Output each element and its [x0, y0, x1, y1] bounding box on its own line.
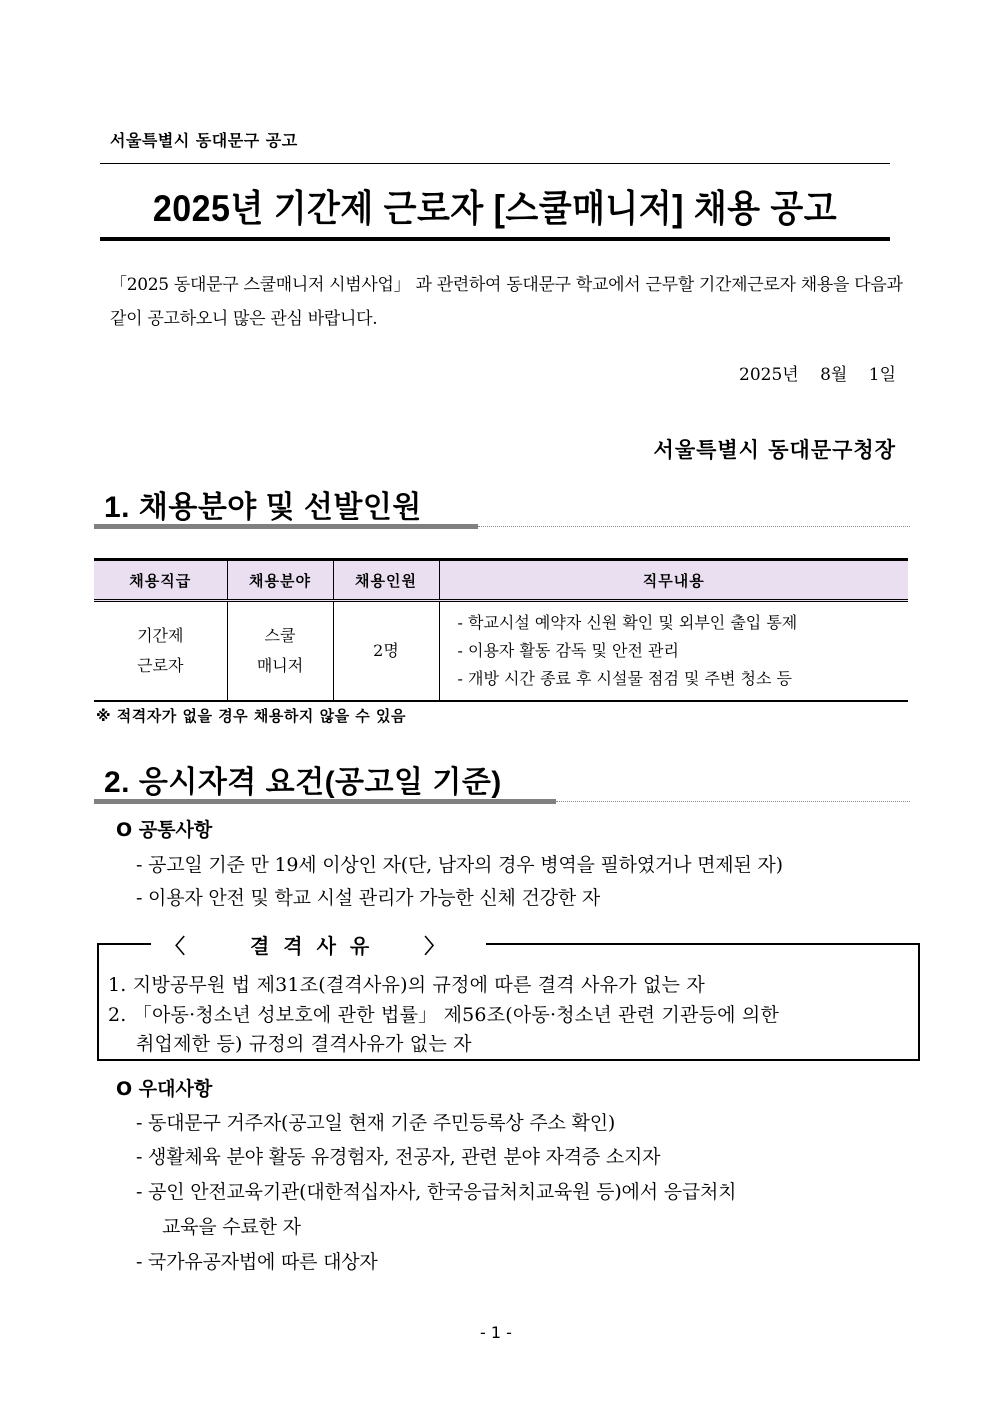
page-number: - 1 - — [480, 1323, 512, 1342]
cell-grade — [94, 601, 227, 702]
col-header-duties: 직무내용 — [439, 560, 908, 601]
duty-item: - 학교시설 예약자 신원 확인 및 외부인 출입 통제 — [457, 613, 798, 632]
disqualification-item: 2. 「아동·청소년 성보호에 관한 법률」 제56조(아동·청소년 관련 기관등에 의한 — [108, 1004, 780, 1026]
title-underline — [100, 237, 890, 241]
preference-item-continued: 교육을 수료한 자 — [162, 1216, 301, 1238]
disqualification-item-continued: 취업제한 등) 규정의 결격사유가 없는 자 — [136, 1033, 472, 1055]
angle-left-bracket: 〈 — [165, 934, 199, 958]
table-row — [94, 601, 908, 702]
disqualification-title: 결격사유 — [249, 934, 384, 958]
document-title: 2025년 기간제 근로자 [스쿨매니저] 채용 공고 — [152, 188, 838, 229]
signer: 서울특별시 동대문구청장 — [653, 438, 896, 462]
grade-line: 근로자 — [137, 656, 184, 675]
duty-item: - 이용자 활동 감독 및 안전 관리 — [457, 641, 679, 660]
common-requirement-item: - 공고일 기준 만 19세 이상인 자(단, 남자의 경우 병역을 필하였거나 면제된 자) — [136, 854, 783, 876]
header-divider — [100, 163, 890, 164]
cell-duties — [439, 601, 908, 702]
common-requirements-heading: O 공통사항 — [116, 819, 213, 841]
issuing-organization: 서울특별시 동대문구 공고 — [110, 131, 298, 150]
field-line: 스쿨 — [264, 626, 296, 645]
table-note: ※ 적격자가 없을 경우 채용하지 않을 수 있음 — [96, 707, 406, 725]
table-header-row — [94, 560, 908, 601]
preference-item: - 생활체육 분야 활동 유경험자, 전공자, 관련 분야 자격증 소지자 — [136, 1146, 661, 1168]
section-2-bar — [94, 799, 556, 804]
col-header-grade: 채용직급 — [94, 560, 227, 601]
col-header-field: 채용분야 — [227, 560, 333, 601]
preference-heading: O 우대사항 — [116, 1078, 213, 1100]
box-top-border-left — [97, 943, 151, 945]
announcement-date: 2025년 8월 1일 — [739, 365, 896, 385]
preference-item: - 동대문구 거주자(공고일 현재 기준 주민등록상 주소 확인) — [136, 1112, 616, 1134]
grade-line: 기간제 — [137, 626, 184, 645]
cell-count: 2명 — [333, 601, 439, 702]
section-1-bar — [94, 524, 478, 529]
disqualification-item: 1. 지방공무원 법 제31조(결격사유)의 규정에 따른 결격 사유가 없는 자 — [108, 974, 705, 996]
disqualification-legend — [165, 930, 458, 959]
recruitment-table — [94, 558, 908, 702]
intro-paragraph: 「2025 동대문구 스쿨매니저 시범사업」 과 관련하여 동대문구 학교에서 근무할 기간제근로자 채용을 다음과 같이 공고하오니 많은 관심 바랍니다. — [110, 275, 903, 329]
box-top-border-right — [486, 943, 918, 945]
preference-item: - 공인 안전교육기관(대한적십자사, 한국응급처치교육원 등)에서 응급처치 — [136, 1181, 737, 1203]
field-line: 매니저 — [256, 656, 304, 675]
cell-field — [227, 601, 333, 702]
section-2-dotted-rule — [556, 801, 910, 802]
col-header-count: 채용인원 — [333, 560, 439, 601]
section-1-dotted-rule — [478, 526, 910, 527]
section-1-title: 1. 채용분야 및 선발인원 — [104, 491, 422, 524]
preference-item: - 국가유공자법에 따른 대상자 — [136, 1251, 378, 1273]
section-2-title: 2. 응시자격 요건(공고일 기준) — [104, 766, 502, 799]
angle-right-bracket: 〉 — [424, 934, 459, 958]
common-requirement-item: - 이용자 안전 및 학교 시설 관리가 가능한 신체 건강한 자 — [136, 887, 601, 909]
duty-item: - 개방 시간 종료 후 시설물 점검 및 주변 청소 등 — [457, 669, 792, 688]
